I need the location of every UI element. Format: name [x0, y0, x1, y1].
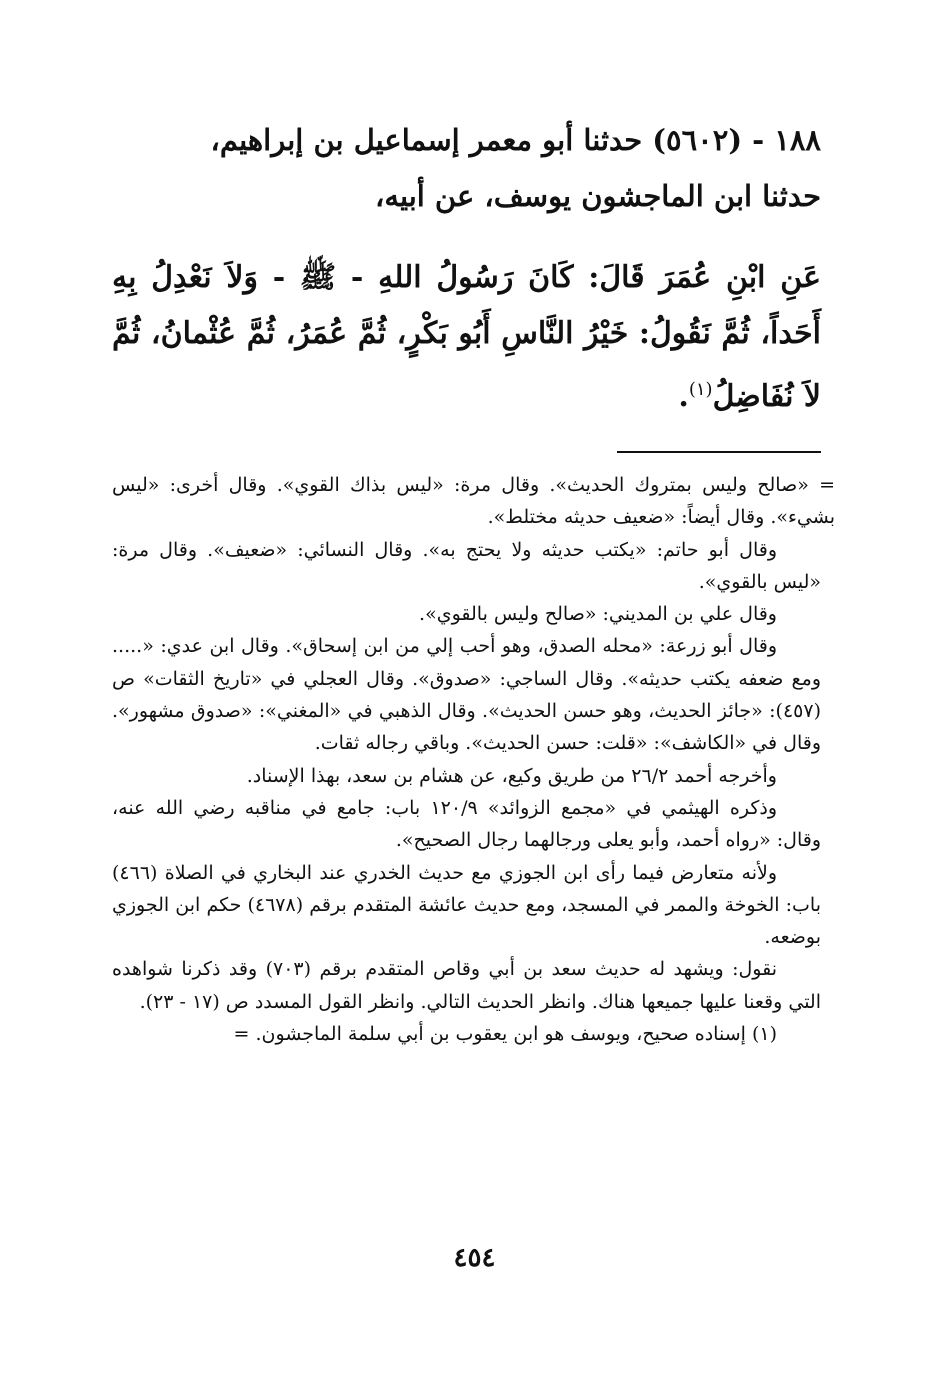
footnote-continuation: = «صالح وليس بمتروك الحديث». وقال مرة: «ليس بذاك القوي». وقال أخرى: «ليس بشيء». وقال أيضاً: «ضعيف حديثه مختلط».	[112, 474, 835, 529]
hadith-isnad-line-1: ١٨٨ - (٥٦٠٢) حدثنا أبو معمر إسماعيل بن إبراهيم،	[210, 123, 821, 157]
footnote-paragraph: ولأنه متعارض فيما رأى ابن الجوزي مع حديث الخدري عند البخاري في الصلاة (٤٦٦) باب: الخوخة والممر في المسجد، ومع حديث عائشة المتقدم برقم (٤٦٧٨) حكم ابن الجوزي بوضعه.	[112, 861, 821, 949]
hadith-matn	[112, 250, 821, 425]
footnote-paragraph: وأخرجه أحمد ٢٦/٢ من طريق وكيع، عن هشام بن سعد، بهذا الإسناد.	[246, 764, 777, 787]
footnote-paragraph: نقول: ويشهد له حديث سعد بن أبي وقاص المتقدم برقم (٧٠٣) وقد ذكرنا شواهده التي وقعنا عليها جميعها هناك. وانظر الحديث التالي. وانظر القول المسدد ص (١٧ - ٢٣).	[112, 958, 821, 1013]
matn-end: .	[678, 379, 689, 414]
footnote-paragraph: وقال أبو حاتم: «يكتب حديثه ولا يحتج به». وقال النسائي: «ضعيف». وقال مرة: «ليس بالقوي».	[112, 538, 821, 593]
footnote-paragraph: وذكره الهيثمي في «مجمع الزوائد» ١٢٠/٩ باب: جامع في مناقبه رضي الله عنه، وقال: «رواه أحمد، وأبو يعلى ورجالهما رجال الصحيح».	[112, 796, 821, 852]
hadith-isnad-line-2: حدثنا ابن الماجشون يوسف، عن أبيه،	[375, 179, 821, 213]
footnotes-section	[112, 469, 835, 1050]
page-number: ٤٥٤	[453, 1243, 496, 1273]
footnote-separator-rule	[617, 451, 821, 453]
footnote-reference: (١)	[688, 379, 713, 400]
footnote-paragraph: وقال علي بن المديني: «صالح وليس بالقوي».	[419, 603, 777, 626]
matn-text: عَنِ ابْنِ عُمَرَ قَالَ: كَانَ رَسُولُ اللهِ - ﷺ - وَلاَ نَعْدِلُ بِهِ أَحَداً، ثُمَّ نَقُولُ: خَيْرُ النَّاسِ أَبُو بَكْرٍ، ثُمَّ عُمَرُ، ثُمَّ عُثْمانُ، ثُمَّ لاَ نُفَاضِلُ	[112, 260, 821, 414]
footnote-paragraph: وقال أبو زرعة: «محله الصدق، وهو أحب إلي من ابن إسحاق». وقال ابن عدي: «..... ومع ضعفه يكتب حديثه». وقال الساجي: «صدوق». وقال العجلي في «تاريخ الثقات» ص (٤٥٧): «جائز الحديث، وهو حسن الحديث». وقال الذهبي في «المغني»: «صدوق مشهور». وقال في «الكاشف»: «قلت: حسن الحديث». وباقي رجاله ثقات.	[112, 635, 821, 755]
footnote-1: (١) إسناده صحيح، ويوسف هو ابن يعقوب بن أبي سلمة الماجشون. =	[233, 1023, 777, 1046]
